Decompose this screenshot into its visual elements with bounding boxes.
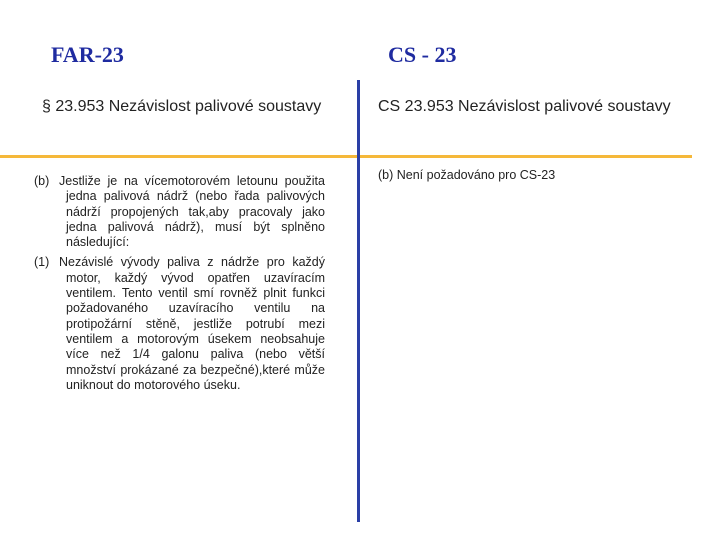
paragraph-text: Jestliže je na vícemotorovém letounu použita jedna palivová nádrž (nebo řada palivových nádrží propojených tak,aby pracovaly jako jedna palivová nádrž), musí být splněno následující: — [59, 174, 325, 250]
vertical-divider — [357, 80, 360, 522]
cs23-title: CS - 23 — [388, 42, 457, 67]
paragraph-text: Nezávislé vývody paliva z nádrže pro každý motor, každý vývod opatřen uzavíracím ventilem. Tento ventil smí rovněž plnit funkci požadovaného uzavíracího ventilu na protipožární stěně, jestliže potrubí mezi ventilem a motorovým úsekem neobsahuje více než 1/4 galonu paliva (nebo větší množství prokázané za bezpečné),které může uniknout do motorového úseku. — [59, 255, 325, 392]
paragraph-1 — [34, 255, 325, 393]
far23-section-heading: § 23.953 Nezávislost palivové soustavy — [42, 98, 322, 115]
paragraph-label: (b) — [34, 174, 50, 188]
far23-body — [34, 174, 325, 398]
far23-title: FAR-23 — [51, 42, 124, 67]
cs23-section-heading: CS 23.953 Nezávislost palivové soustavy — [378, 98, 671, 115]
cs23-body: (b) Není požadováno pro CS-23 — [378, 168, 556, 182]
paragraph-b — [34, 174, 325, 250]
paragraph-label: (1) — [34, 255, 50, 270]
horizontal-divider — [0, 155, 692, 158]
